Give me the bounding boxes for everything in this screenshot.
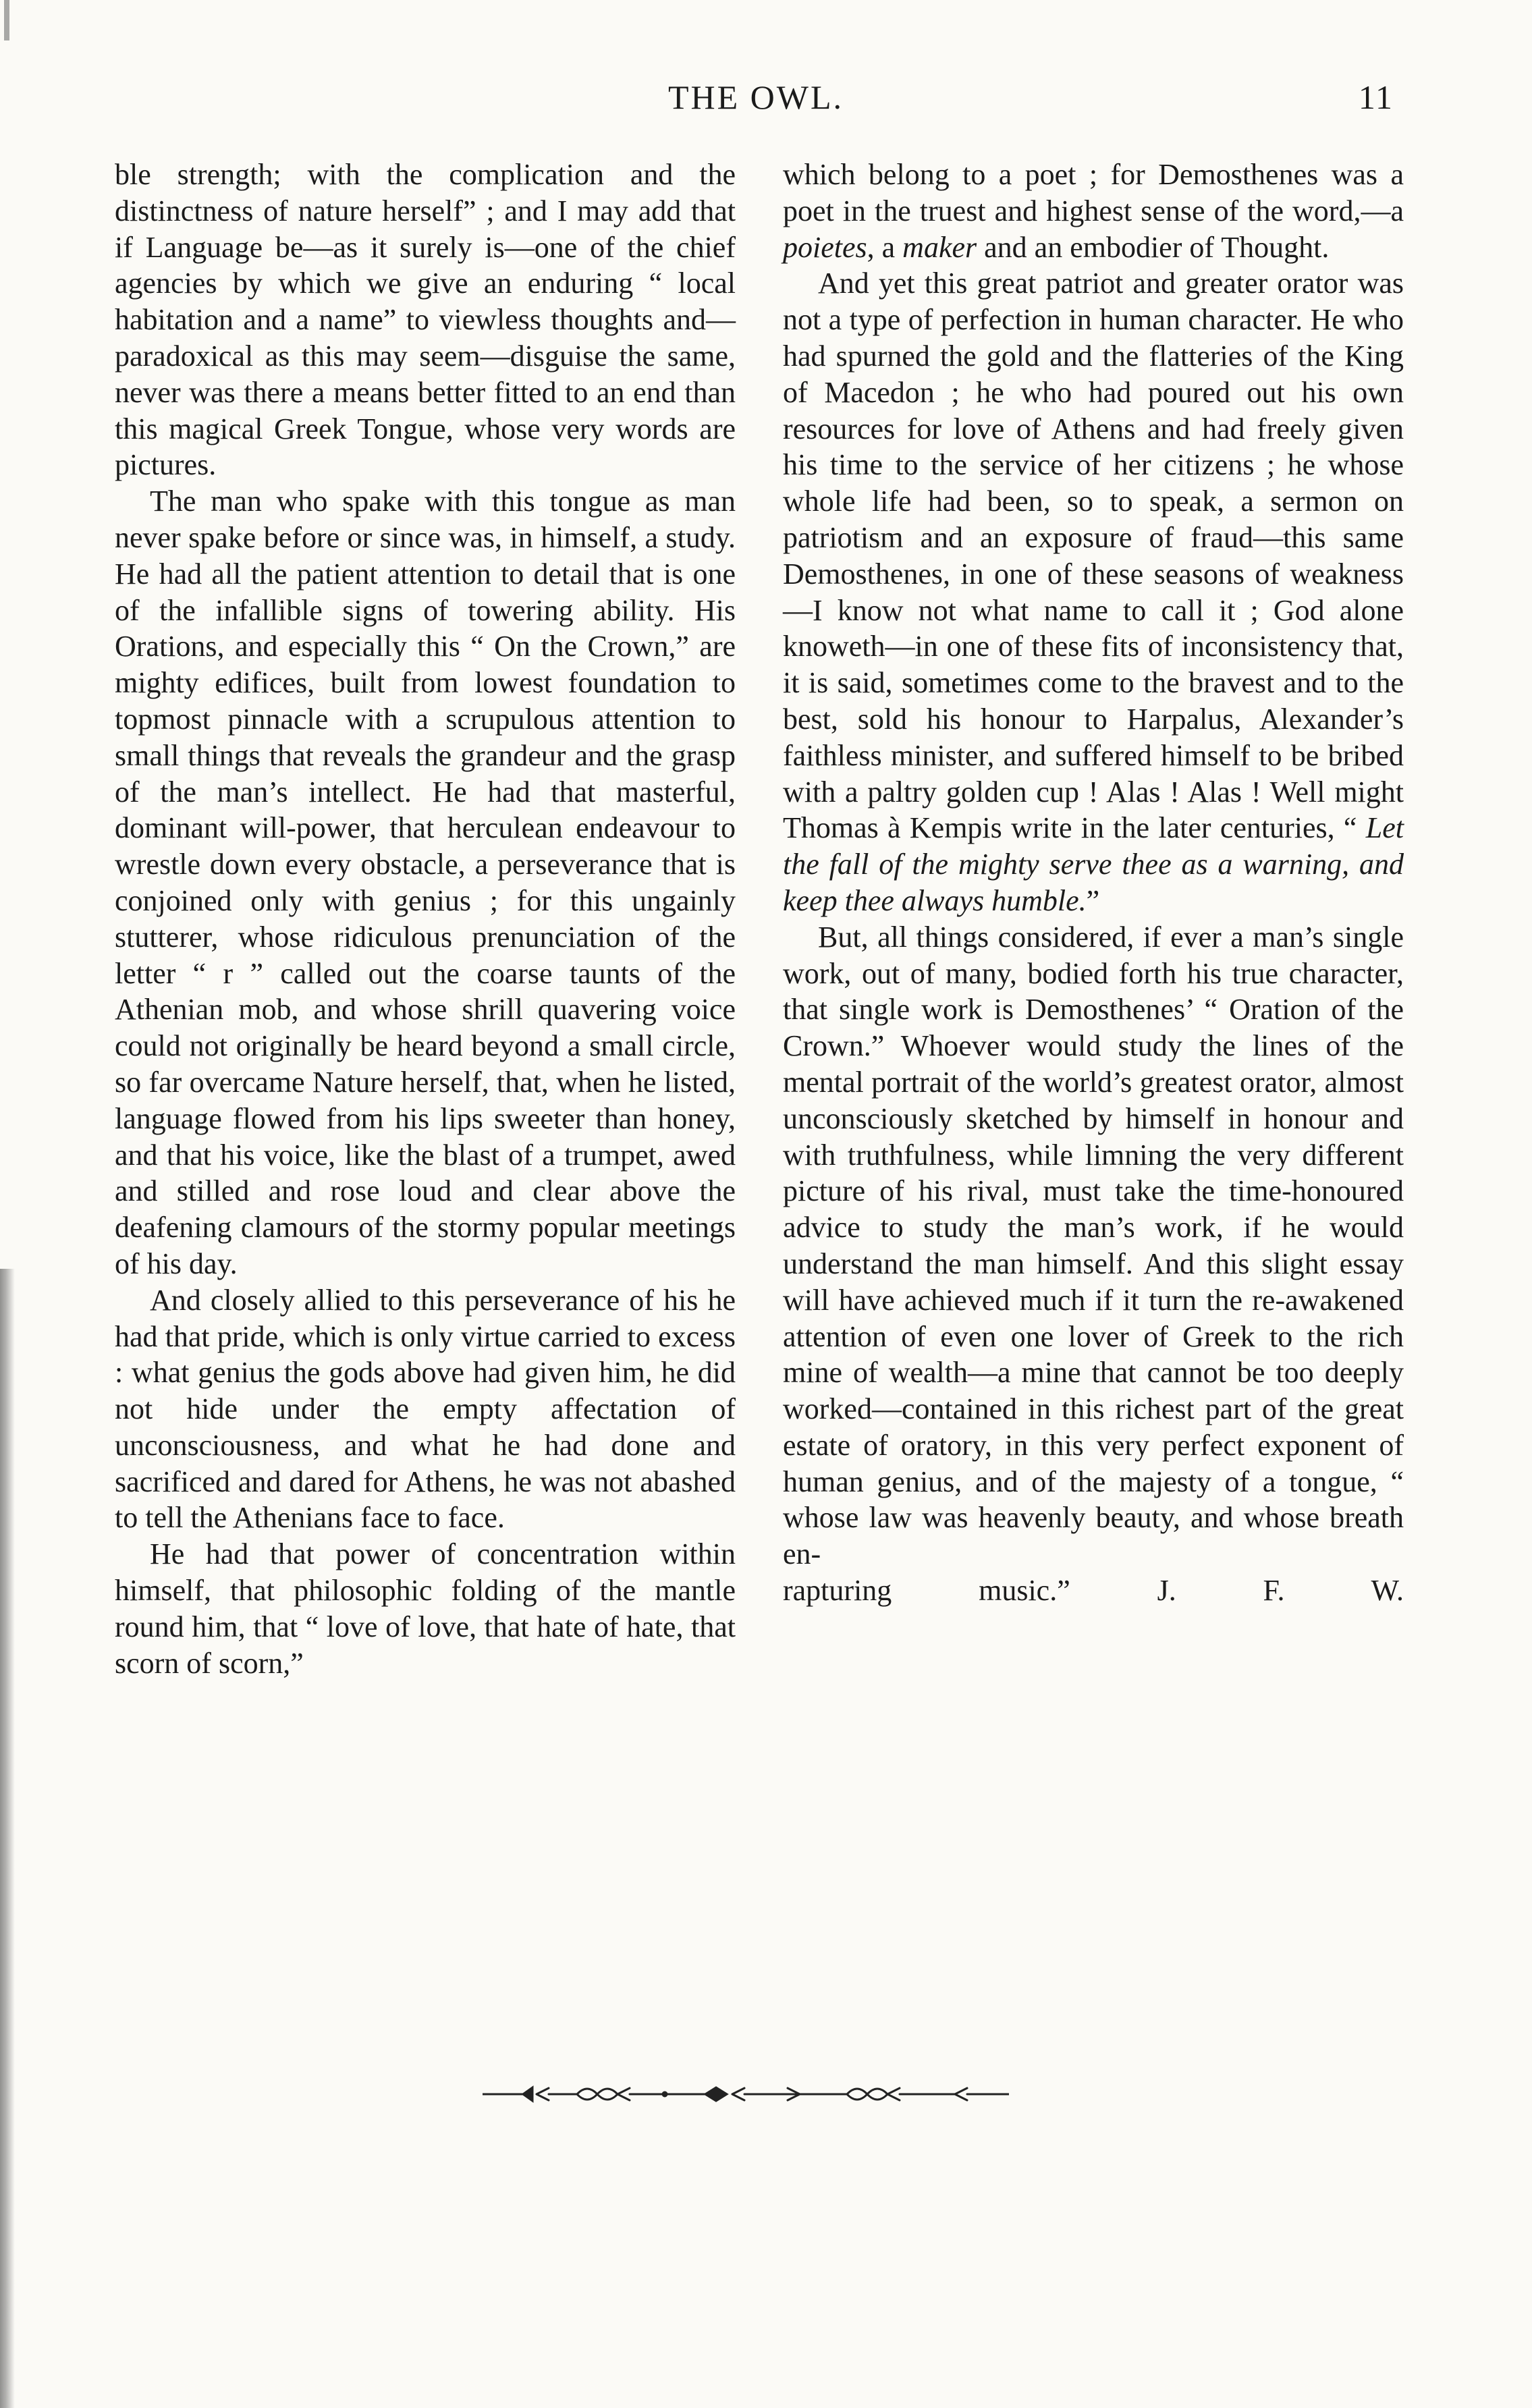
text-run: And yet this great patriot and greater orator was not a type of perfection in human character. He who had spurned the gold and the flatteries of the King of Macedon ; he who had poured out his own resources for love of Athens and had freely given his time to the service of her citizens ; he whose whole life had been, so to speak, a sermon on patriotism and an exposure of fraud—this same Demosthenes, in one of these seasons of weakness—I know not what name to call it ; God alone knoweth—in one of these fits of inconsistency that, it is said, sometimes come to the bravest and to the best, sold his honour to Harpalus, Alexander’s faithless minister, and suffered himself to be bribed with a paltry golden cup ! Alas ! Alas ! Well might Thomas à Kempis write in the later centuries, “: [783, 267, 1404, 845]
page-title: THE OWL.: [667, 78, 844, 116]
text-run: ”: [1086, 883, 1100, 917]
binding-edge-mark: [4, 0, 9, 40]
paragraph: [783, 265, 1404, 919]
author-signature: J. F. W.: [1157, 1574, 1404, 1608]
paragraph: And closely allied to this perseverance of his he had that pride, which is only virtue carried to excess : what genius the gods above had given him, he did not hide under the empty affectation of unconsciousness, and what he had done and sacrificed and dared for Athens, he was not abashed to tell the Athenians face to face.: [115, 1283, 736, 1535]
text-run: , a: [867, 230, 903, 264]
running-head: [118, 78, 1394, 125]
right-column: [783, 157, 1404, 1609]
paragraph: The man who spake with this tongue as man never spake before or since was, in himself, a study. He had all the patient attention to detail that is one of the infallible signs of towering ability. His Orations, and especially this “ On the Crown,” are mighty edifices, built from lowest foundation to topmost pinnacle with a scrupulous attention to small things that reveals the grandeur and the grasp of the man’s intellect. He had that masterful, dominant will-power, that herculean endeavour to wrestle down every obstacle, a perseverance that is conjoined only with genius ; for this ungainly stutterer, whose ridiculous prenunciation of the letter “ r ” called out the coarse taunts of the Athenian mob, and whose shrill quavering voice could not originally be heard beyond a small circle, so far overcame Nature herself, that, when he listed, language flowed from his lips sweeter than honey, and that his voice, like the blast of a trumpet, awed and stilled and rose loud and clear above the deafening clamours of the stormy popular meetings of his day.: [115, 485, 736, 1280]
paragraph: He had that power of concentration within himself, that philosophic folding of the mantle round him, that “ love of love, that hate of hate, that scorn of scorn,”: [115, 1537, 736, 1680]
text-run: But, all things considered, if ever a man’s single work, out of many, bodied forth his true character, that single work is Demosthenes’ “ Oration of the Crown.” Whoever would study the lines of the mental portrait of the world’s greatest orator, almost unconsciously sketched by himself in honour and with truthfulness, while limning the very different picture of his rival, must take the time-honoured advice to study the man’s work, if he would understand the man himself. And this slight essay will have achieved much if it turn the re-awakened attention of even one lover of Greek to the rich mine of wealth—a mine that cannot be too deeply worked—contained in this richest part of the great estate of oratory, in this very perfect exponent of human genius, and of the majesty of a tongue, “ whose law was heavenly beauty, and whose breath en-: [783, 920, 1404, 1571]
text-run: which belong to a poet ; for Demosthenes was a poet in the truest and highest sense of the word,—a: [783, 158, 1404, 227]
ornamental-rule-icon: [483, 2077, 1009, 2111]
closing-line: [783, 1572, 1404, 1609]
binding-edge-shadow: [0, 1269, 15, 2408]
paragraph: ble strength; with the complication and the distinctness of nature herself” ; and I may add that if Language be—as it surely is—one of the chief agencies by which we give an enduring “ local habitation and a name” to viewless thoughts and—paradoxical as this may seem—disguise the same, never was there a means better fitted to an end than this magical Greek Tongue, whose very words are pictures.: [115, 158, 736, 482]
italic-term: poietes: [783, 230, 867, 264]
paragraph: [783, 919, 1404, 1572]
italic-quotation: Let the fall of the mighty serve thee as a warning, and keep thee always humble.: [783, 811, 1404, 917]
page-number: 11: [1358, 78, 1394, 116]
text-run: rapturing music.”: [783, 1574, 1070, 1608]
paragraph: [783, 157, 1404, 265]
text-run: and an embodier of Thought.: [977, 230, 1330, 264]
left-column: [115, 157, 736, 1681]
italic-term: maker: [902, 230, 977, 264]
